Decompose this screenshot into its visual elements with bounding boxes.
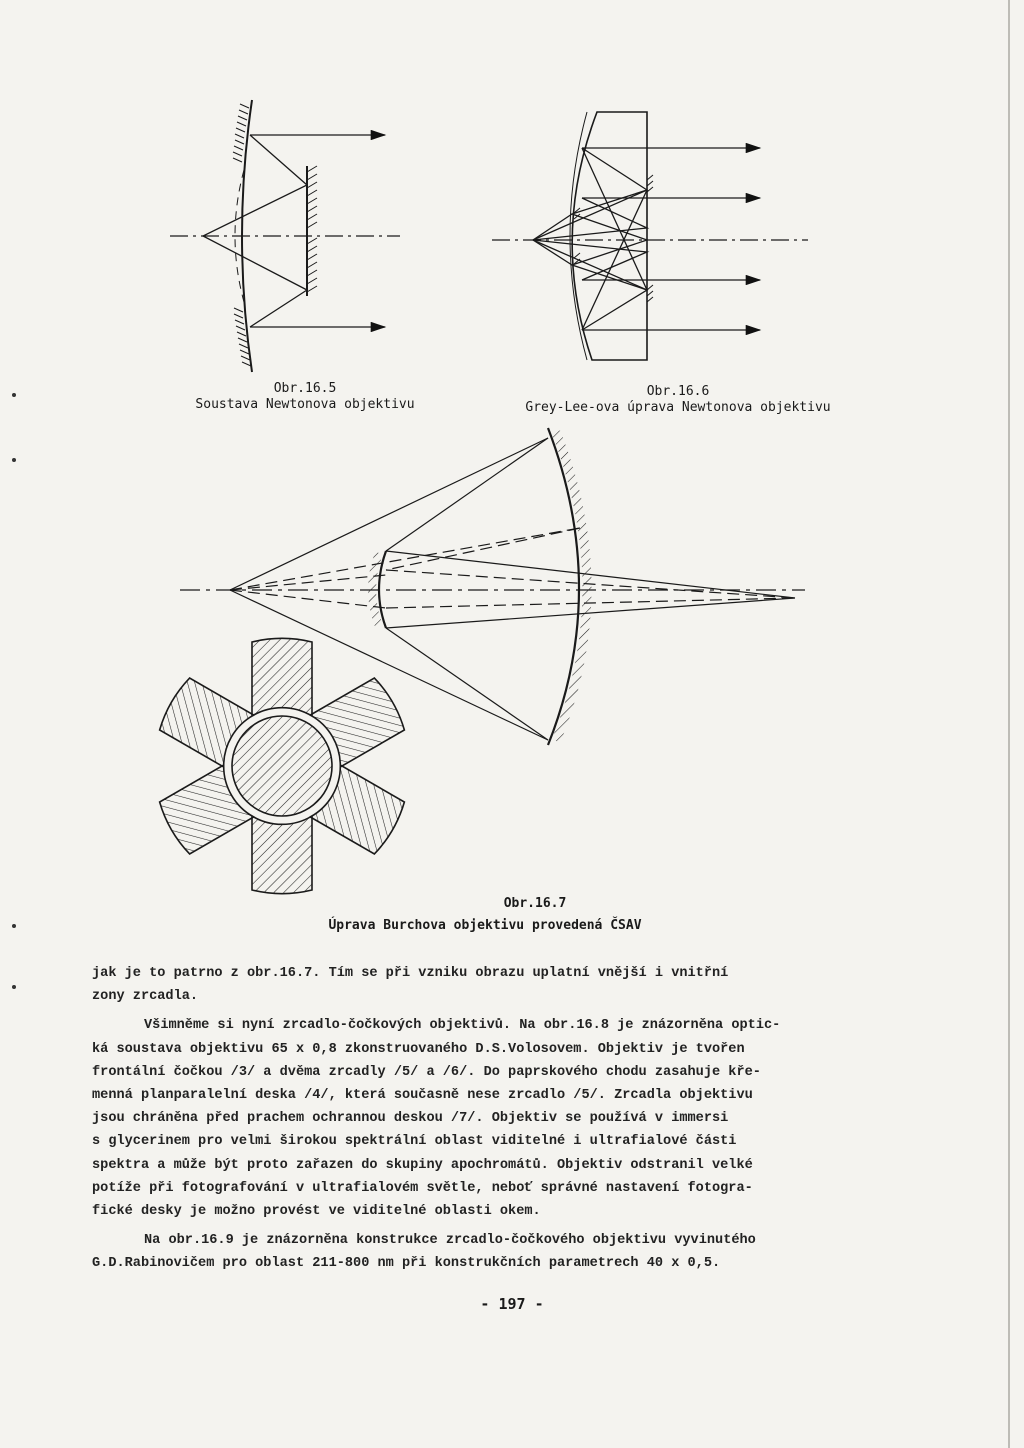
text-line: ká soustava objektivu 65 x 0,8 zkonstruovaného D.S.Volosovem. Objektiv je tvořen bbox=[92, 1041, 745, 1057]
paragraph-2 bbox=[92, 1014, 882, 1223]
text-line: Všimněme si nyní zrcadlo-čočkových objektivů. Na obr.16.8 je znázorněna optic- bbox=[144, 1018, 781, 1034]
figure-16-5-caption bbox=[150, 381, 460, 413]
paragraph-3 bbox=[92, 1229, 882, 1275]
figure-16-7-title: Úprava Burchova objektivu provedená ČSAV bbox=[328, 918, 642, 933]
page-number: - 197 - bbox=[480, 1295, 544, 1313]
text-line: fické desky je možno provést ve viditelné oblasti okem. bbox=[92, 1204, 541, 1220]
text-line: menná planparalelní deska /4/, která současně nese zrcadlo /5/. Zrcadla objektivu bbox=[92, 1088, 753, 1104]
body-text bbox=[92, 962, 882, 1276]
text-line: zony zrcadla. bbox=[92, 989, 199, 1005]
figure-16-6-caption bbox=[488, 384, 868, 416]
text-line: Na obr.16.9 je znázorněna konstrukce zrcadlo-čočkového objektivu vyvinutého bbox=[144, 1233, 756, 1249]
text-line: spektra a může být proto zařazen do skupiny apochromátů. Objektiv odstranil velké bbox=[92, 1157, 753, 1173]
plane-mirror-hatch bbox=[307, 166, 317, 292]
text-line: jak je to patrno z obr.16.7. Tím se při vzniku obrazu uplatní vnější i vnitřní bbox=[92, 966, 729, 981]
text-line: s glycerinem pro velmi širokou spektrální oblast viditelné i ultrafialové části bbox=[92, 1134, 737, 1150]
text-line: jsou chráněna před prachem ochrannou deskou /7/. Objektiv se používá v immersi bbox=[92, 1111, 729, 1127]
figure-16-7-caption bbox=[280, 896, 690, 934]
large-mirror-hatch bbox=[556, 432, 587, 741]
figure-16-5-newton bbox=[170, 100, 400, 372]
figure-16-5-title: Soustava Newtonova objektivu bbox=[195, 397, 415, 412]
margin-mark bbox=[12, 924, 16, 928]
figure-16-5-number: Obr.16.5 bbox=[273, 381, 337, 396]
figure-16-6-title: Grey-Lee-ova úprava Newtonova objektivu bbox=[525, 400, 831, 415]
figure-16-6-grey-lee bbox=[492, 112, 808, 360]
text-line: G.D.Rabinovičem pro oblast 211-800 nm při konstrukčních parametrech 40 x 0,5. bbox=[92, 1256, 721, 1272]
figure-16-6-number: Obr.16.6 bbox=[646, 384, 710, 399]
figure-16-7-number: Obr.16.7 bbox=[503, 896, 567, 911]
aperture-mask-shape bbox=[156, 638, 407, 893]
text-line: potíže při fotografování v ultrafialovém světle, neboť správné nastavení fotogra- bbox=[92, 1180, 753, 1196]
paragraph-1 bbox=[92, 962, 882, 1008]
margin-mark bbox=[12, 985, 16, 989]
text-line: frontální čočkou /3/ a dvěma zrcadly /5/ a /6/. Do paprskového chodu zasahuje kře- bbox=[92, 1064, 761, 1080]
